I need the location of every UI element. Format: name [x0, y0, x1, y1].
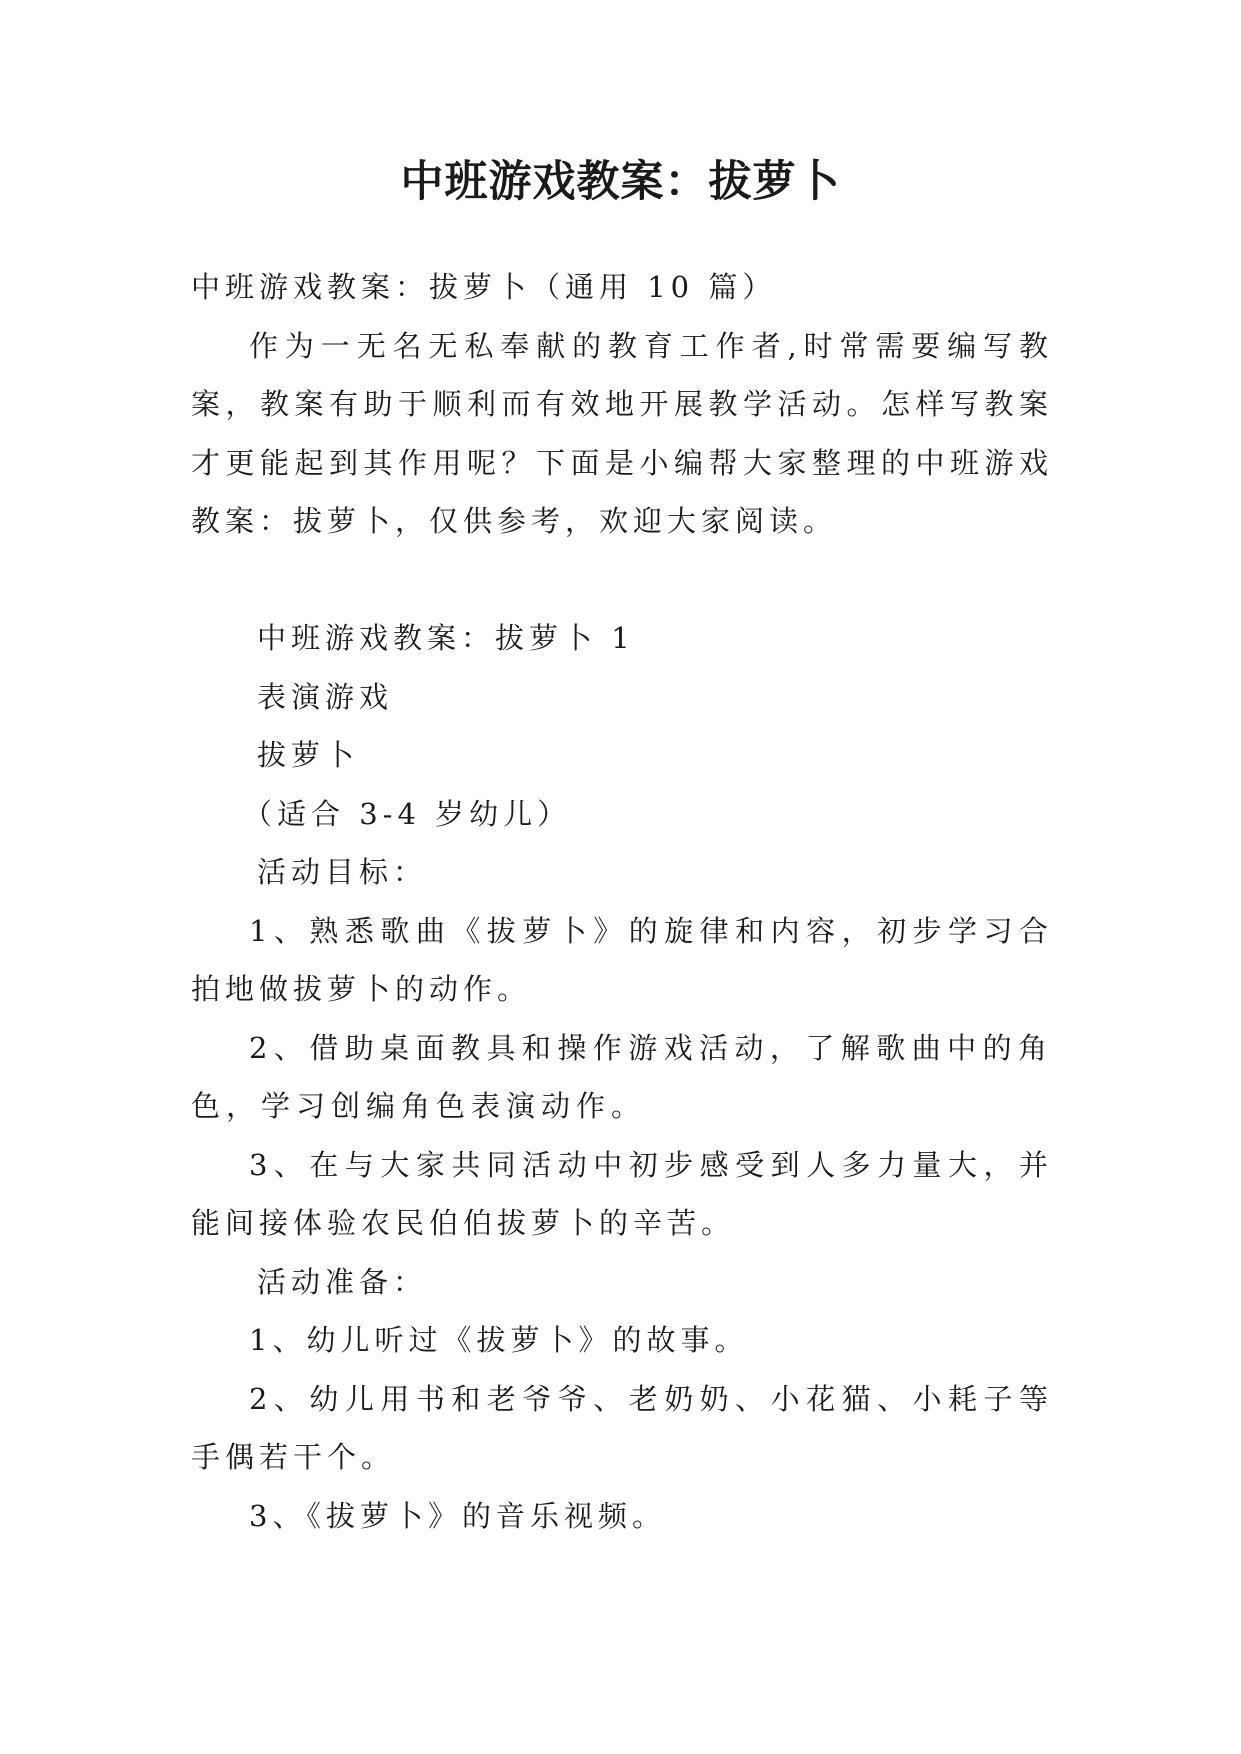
goal-item: 3、在与大家共同活动中初步感受到人多力量大，并能间接体验农民伯伯拔萝卜的辛苦。 — [191, 1147, 1053, 1240]
section-heading: 中班游戏教案：拔萝卜 1 — [257, 621, 635, 655]
game-name: 拔萝卜 — [257, 738, 360, 772]
game-type: 表演游戏 — [257, 679, 394, 714]
prep-item: 3、《拔萝卜》的音乐视频。 — [249, 1498, 666, 1533]
goal-item: 2、借助桌面教具和操作游戏活动，了解歌曲中的角色，学习创编角色表演动作。 — [191, 1030, 1053, 1123]
prep-item: 1、幼儿听过《拔萝卜》的故事。 — [249, 1323, 749, 1357]
goal-item: 1、熟悉歌曲《拔萝卜》的旋律和内容，初步学习合拍地做拔萝卜的动作。 — [191, 913, 1053, 1006]
prep-item: 2、幼儿用书和老爷爷、老奶奶、小花猫、小耗子等手偶若干个。 — [191, 1381, 1053, 1474]
intro-paragraph: 作为一无名无私奉献的教育工作者,时常需要编写教案，教案有助于顺利而有效地开展教学活动。怎样写教案才更能起到其作用呢？下面是小编帮大家整理的中班游戏教案：拔萝卜，仅供参考，欢迎大家阅读。 — [191, 328, 1053, 538]
goals-heading: 活动目标： — [257, 855, 428, 889]
document-title: 中班游戏教案：拔萝卜 — [400, 157, 841, 207]
age-range: （适合 3-4 岁幼儿） — [243, 796, 572, 831]
document-body — [191, 258, 1053, 1545]
document-subtitle: 中班游戏教案：拔萝卜（通用 10 篇） — [191, 270, 777, 304]
blank-line — [191, 551, 1053, 610]
prep-heading: 活动准备： — [257, 1264, 428, 1299]
